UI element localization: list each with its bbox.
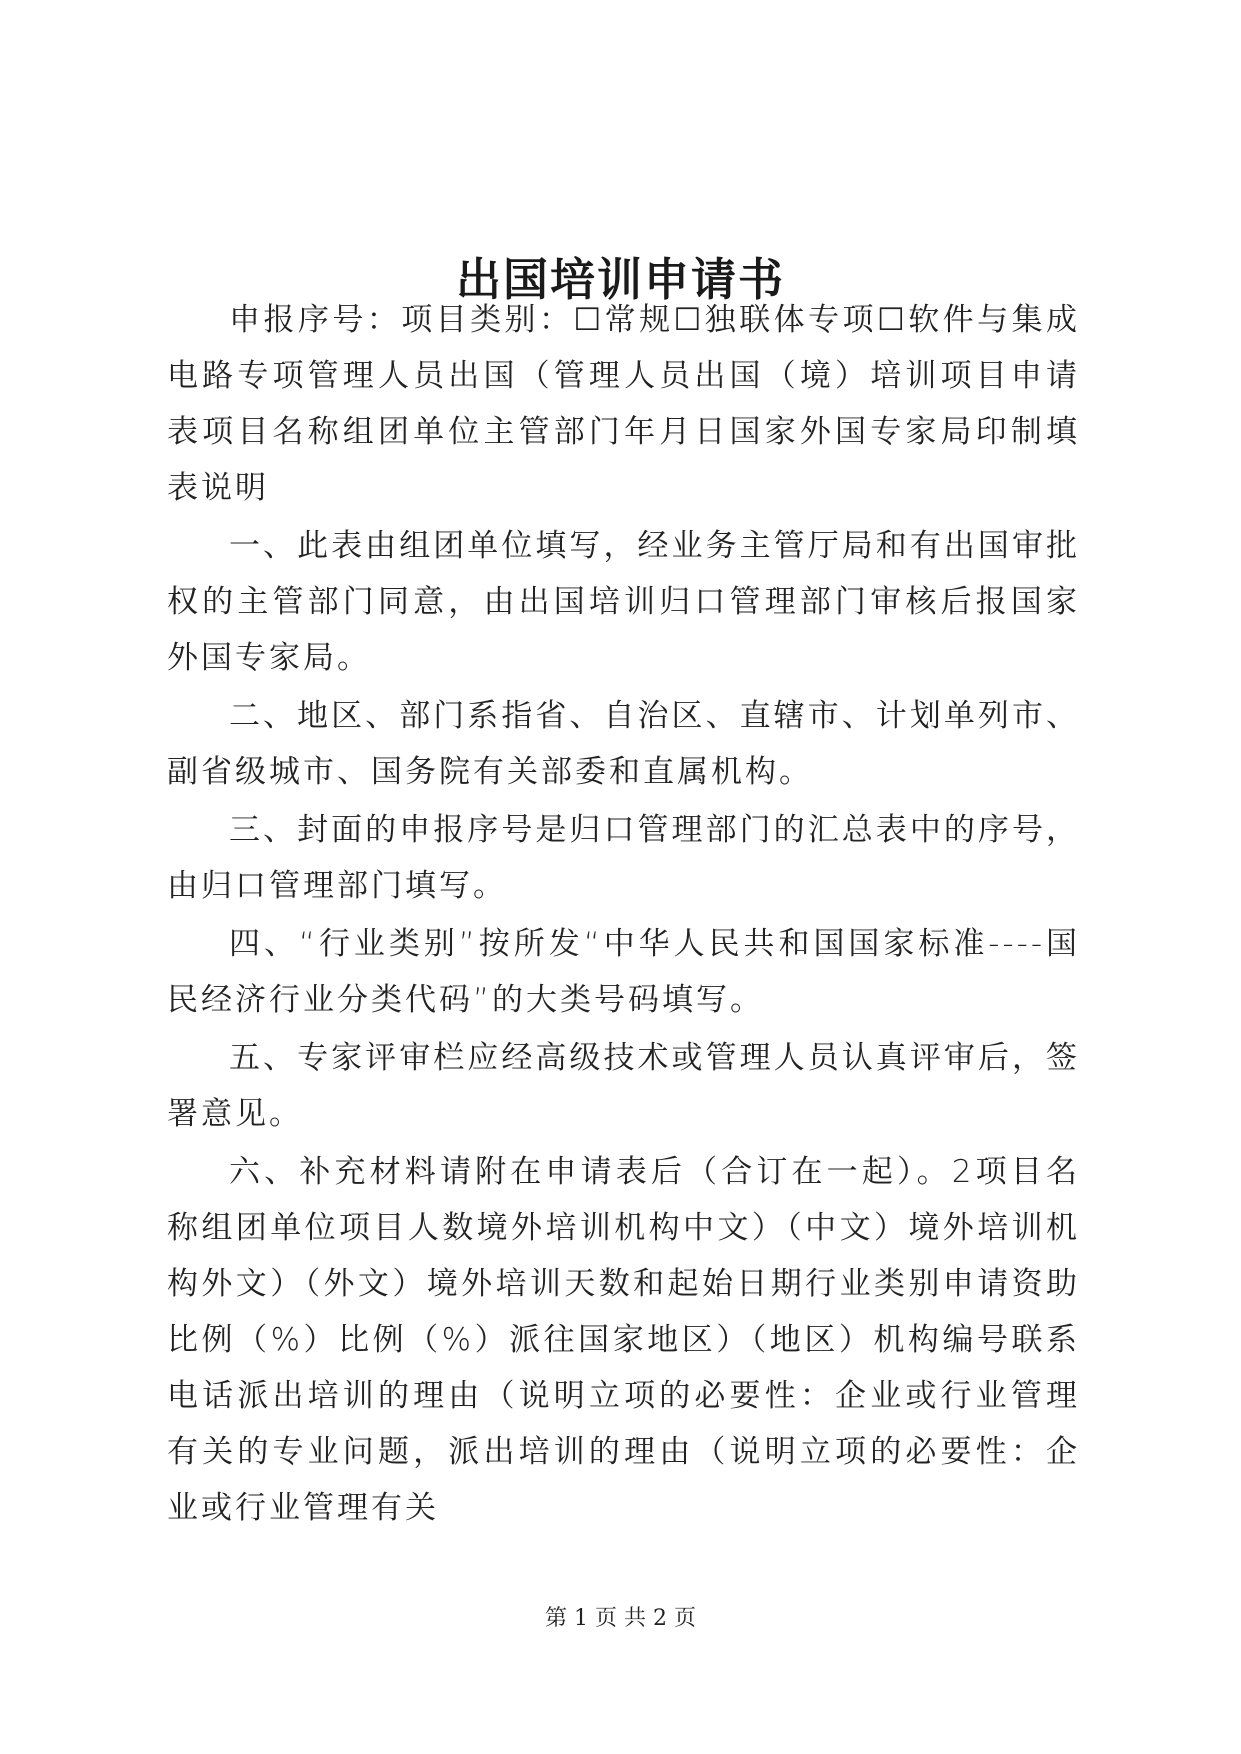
paragraph-header: 申报序号：项目类别：☐常规☐独联体专项☐软件与集成电路专项管理人员出国（管理人员出国（境）培训项目申请表项目名称组团单位主管部门年月日国家外国专家局印制填表说明: [167, 302, 1080, 506]
paragraph-item-2: 二、地区、部门系指省、自治区、直辖市、计划单列市、副省级城市、国务院有关部委和直属机构。: [167, 698, 1080, 790]
page-number-footer: 第 1 页 共 2 页: [545, 1606, 696, 1631]
document-body: [167, 292, 1080, 1536]
paragraph-item-1: 一、此表由组团单位填写，经业务主管厅局和有出国审批权的主管部门同意，由出国培训归口管理部门审核后报国家外国专家局。: [167, 528, 1080, 676]
paragraph-item-6: 六、补充材料请附在申请表后（合订在一起）。2项目名称组团单位项目人数境外培训机构中文）（中文）境外培训机构外文）（外文）境外培训天数和起始日期行业类别申请资助比例（%）比例（%）派往国家地区）（地区）机构编号联系电话派出培训的理由（说明立项的必要性：企业或行业管理有关的专业问题，派出培训的理由（说明立项的必要性：企业或行业管理有关: [167, 1154, 1080, 1526]
paragraph-item-4: 四、“行业类别”按所发“中华人民共和国国家标准----国民经济行业分类代码”的大类号码填写。: [167, 926, 1080, 1018]
document-title: 出国培训申请书: [455, 253, 785, 307]
paragraph-item-5: 五、专家评审栏应经高级技术或管理人员认真评审后，签署意见。: [167, 1040, 1080, 1132]
paragraph-item-3: 三、封面的申报序号是归口管理部门的汇总表中的序号，由归口管理部门填写。: [167, 812, 1080, 904]
